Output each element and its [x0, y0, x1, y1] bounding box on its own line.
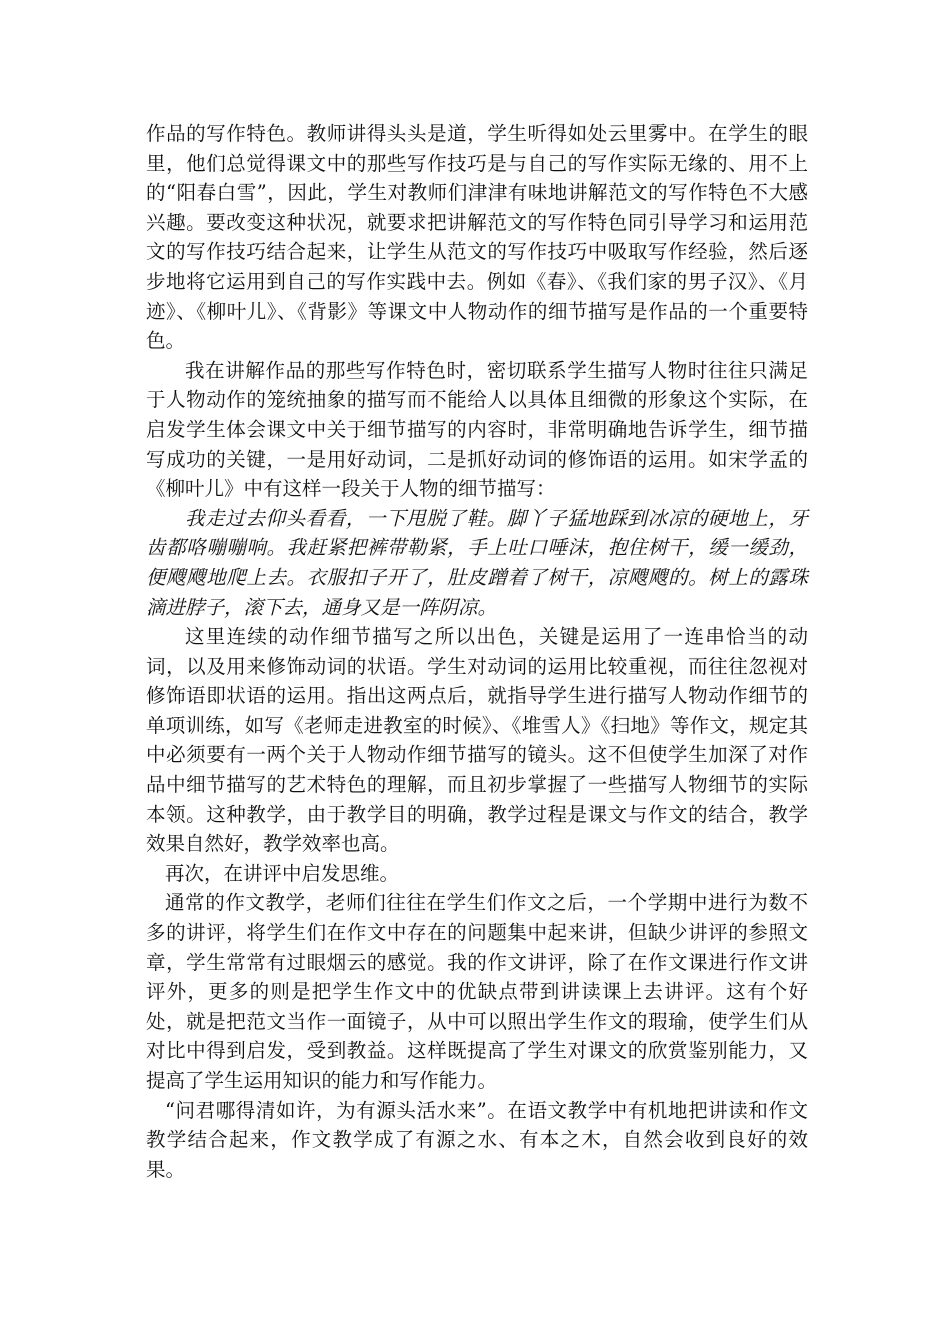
- paragraph-conclusion: “问君哪得清如许，为有源头活水来”。在语文教学中有机地把讲读和作文教学结合起来，作文教学成了有源之水、有本之木，自然会收到良好的效果。: [146, 1098, 808, 1181]
- paragraph-teaching-example: 我在讲解作品的那些写作特色时，密切联系学生描写人物时往往只满足于人物动作的笼统抽象的描写而不能给人以具体且细微的形象这个实际，在启发学生体会课文中关于细节描写的内容时，非常明确地告诉学生，细节描写成功的关键，一是用好动词，二是抓好动词的修饰语的运用。如宋学孟的《柳叶儿》中有这样一段关于人物的细节描写：: [146, 358, 808, 501]
- paragraph-review: 通常的作文教学，老师们往往在学生们作文之后，一个学期中进行为数不多的讲评，将学生们在作文中存在的问题集中起来讲，但缺少讲评的参照文章，学生常常有过眼烟云的感觉。我的作文讲评，除了在作文课进行作文讲评外，更多的则是把学生作文中的优缺点带到讲读课上去讲评。这有个好处，就是把范文当作一面镜子，从中可以照出学生作文的瑕瑜，使学生们从对比中得到启发，受到教益。这样既提高了学生对课文的欣赏鉴别能力，又提高了学生运用知识的能力和写作能力。: [146, 891, 808, 1092]
- paragraph-continuation: 作品的写作特色。教师讲得头头是道，学生听得如处云里雾中。在学生的眼里，他们总觉得课文中的那些写作技巧是与自己的写作实际无缘的、用不上的“阳春白雪”，因此，学生对教师们津津有味地讲解范文的写作特色不大感兴趣。要改变这种状况，就要求把讲解范文的写作特色同引导学习和运用范文的写作技巧结合起来，让学生从范文的写作技巧中吸取写作经验，然后逐步地将它运用到自己的写作实践中去。例如《春》、《我们家的男子汉》、《月迹》、《柳叶儿》、《背影》等课文中人物动作的细节描写是作品的一个重要特色。: [146, 122, 808, 353]
- document-body: [146, 119, 808, 1184]
- quoted-excerpt: 我走过去仰头看看，一下甩脱了鞋。脚丫子猛地踩到冰凉的硬地上，牙齿都咯嘣嘣响。我赶紧把裤带勒紧，手上吐口唾沫，抱住树干，缓一缓劲，便飕飕地爬上去。衣服扣子开了，肚皮蹭着了树干，凉飕飕的。树上的露珠滴进脖子，滚下去，通身又是一阵阴凉。: [146, 506, 808, 619]
- paragraph-analysis: 这里连续的动作细节描写之所以出色，关键是运用了一连串恰当的动词，以及用来修饰动词的状语。学生对动词的运用比较重视，而往往忽视对修饰语即状语的运用。指出这两点后，就指导学生进行描写人物动作细节的单项训练，如写《老师走进教室的时候》、《堆雪人》《扫地》等作文，规定其中必须要有一两个关于人物动作细节描写的镜头。这不但使学生加深了对作品中细节描写的艺术特色的理解，而且初步掌握了一些描写人物细节的实际本领。这种教学，由于教学目的明确，教学过程是课文与作文的结合，教学效果自然好，教学效率也高。: [146, 625, 808, 856]
- section-heading-line: 再次，在讲评中启发思维。: [165, 861, 400, 885]
